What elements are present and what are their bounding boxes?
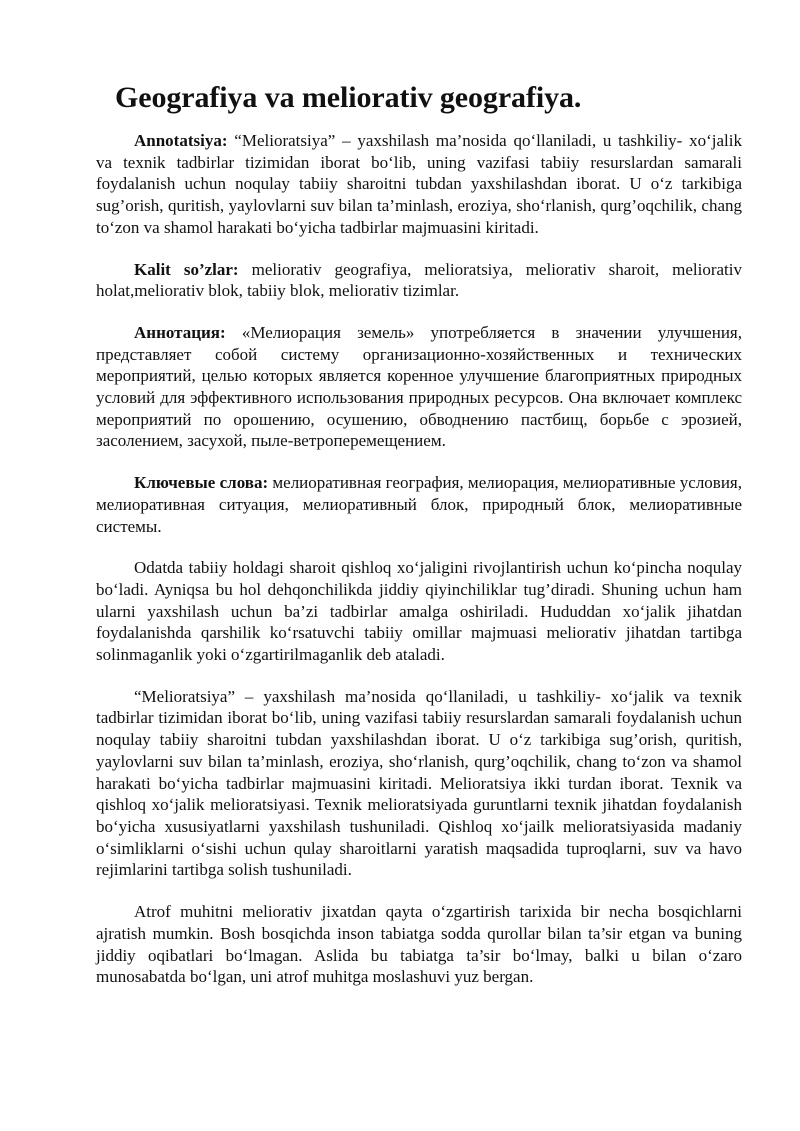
annotation-uz-label: Annotatsiya: (134, 131, 228, 150)
body-paragraph-2: “Melioratsiya” – yaxshilash ma’nosida qo‘llaniladi, u tashkiliy- xo‘jalik va texnik tadbirlar tizimidan iborat bo‘lib, uning vazifasi tabiiy resurslardan samarali foydalanish uchun noqulay tabiiy sharoitni tubdan yaxshilashdan iborat. U o‘z tarkibiga sug’orish, quritish, yaylovlarni suv bilan ta’minlash, eroziya, sho‘rlanish, qurg’oqchilik, chang to‘zon va shamol harakati bo‘yicha tadbirlar majmuasini kiritadi. Melioratsiya ikki turdan iborat. Texnik va qishloq xo‘jalik melioratsiyasi. Texnik melioratsiyada guruntlarni texnik jihatdan foydalanish bo‘yicha xususiyatlarni yaxshilash tushuniladi. Qishloq xo‘jailk melioratsiyasida madaniy o‘simliklarni o‘sishi uchun qulay sharoitlarni yaratish maqsadida tuproqlarni, suv va havo rejimlarini tartibga solish tushuniladi. (96, 686, 742, 880)
annotation-ru-label: Аннотация: (134, 322, 226, 342)
body-paragraph-3: Atrof muhitni meliorativ jixatdan qayta o‘zgartirish tarixida bir necha bosqichlarni ajratish mumkin. Bosh bosqichda inson tabiatga sodda qurollar bilan ta’sir etgan va buning jiddiy oqibatlari bo‘lmagan. Aslida bu tabiatga ta’sir bo‘lmay, balki u bilan o‘zaro munosabatda bo‘lgan, uni atrof muhitga moslashuvi yuz bergan. (96, 902, 742, 987)
body-paragraph-1: Odatda tabiiy holdagi sharoit qishloq xo‘jaligini rivojlantirish uchun ko‘pincha noqulay bo‘ladi. Ayniqsa bu hol dehqonchilikda jiddiy qiyinchiliklar tug’diradi. Shuning uchun ham ularni yaxshilash uchun ba’zi tadbirlar amalga oshiriladi. Hududdan xo‘jalik jihatdan foydalanishda qarshilik ko‘rsatuvchi tabiiy omillar majmuasi meliorativ jihatdan tartibga solinmaganlik yoki o‘zgartirilmaganlik deb ataladi. (96, 558, 742, 665)
annotation-ru (96, 322, 742, 452)
keywords-uz (96, 259, 742, 302)
annotation-uz-text: “Melioratsiya” – yaxshilash ma’nosida qo‘llaniladi, u tashkiliy- xo‘jalik va texnik tadbirlar tizimidan iborat bo‘lib, uning vazifasi tabiiy resurslardan samarali foydalanish uchun noqulay tabiiy sharoitni tubdan yaxshilashdan iborat. U o‘z tarkibiga sug’orish, quritish, yaylovlarni suv bilan ta’minlash, eroziya, sho‘rlanish, qurg’oqchilik, chang to‘zon va shamol harakati bo‘yicha tadbirlar majmuasini kiritadi. (96, 131, 742, 237)
document-title: Geografiya va meliorativ geografiya. (115, 81, 582, 114)
keywords-ru-label: Ключевые слова: (134, 473, 269, 493)
keywords-uz-label: Kalit so’zlar: (134, 259, 239, 279)
annotation-uz (96, 130, 742, 239)
annotation-ru-text: «Мелиорация земель» употребляется в значении улучшения, представляет собой систему организационно-хозяйственных и технических мероприятий, целью которых является коренное улучшение благоприятных природных условий для эффективного использования природных ресурсов. Она включает комплекс мероприятий по орошению, осушению, обводнению пастбищ, борьбе с эрозией, засолением, засухой, пыле-ветроперемещением. (96, 322, 742, 451)
keywords-uz-text: meliorativ geografiya, melioratsiya, meliorativ sharoit, meliorativ holat,meliorativ blok, tabiiy blok, meliorativ tizimlar. (96, 259, 742, 301)
keywords-ru-text: мелиоративная география, мелиорация, мелиоративные условия, мелиоративная ситуация, мелиоративный блок, природный блок, мелиоративные системы. (96, 473, 743, 536)
keywords-ru (96, 472, 742, 537)
document-page (96, 76, 742, 988)
